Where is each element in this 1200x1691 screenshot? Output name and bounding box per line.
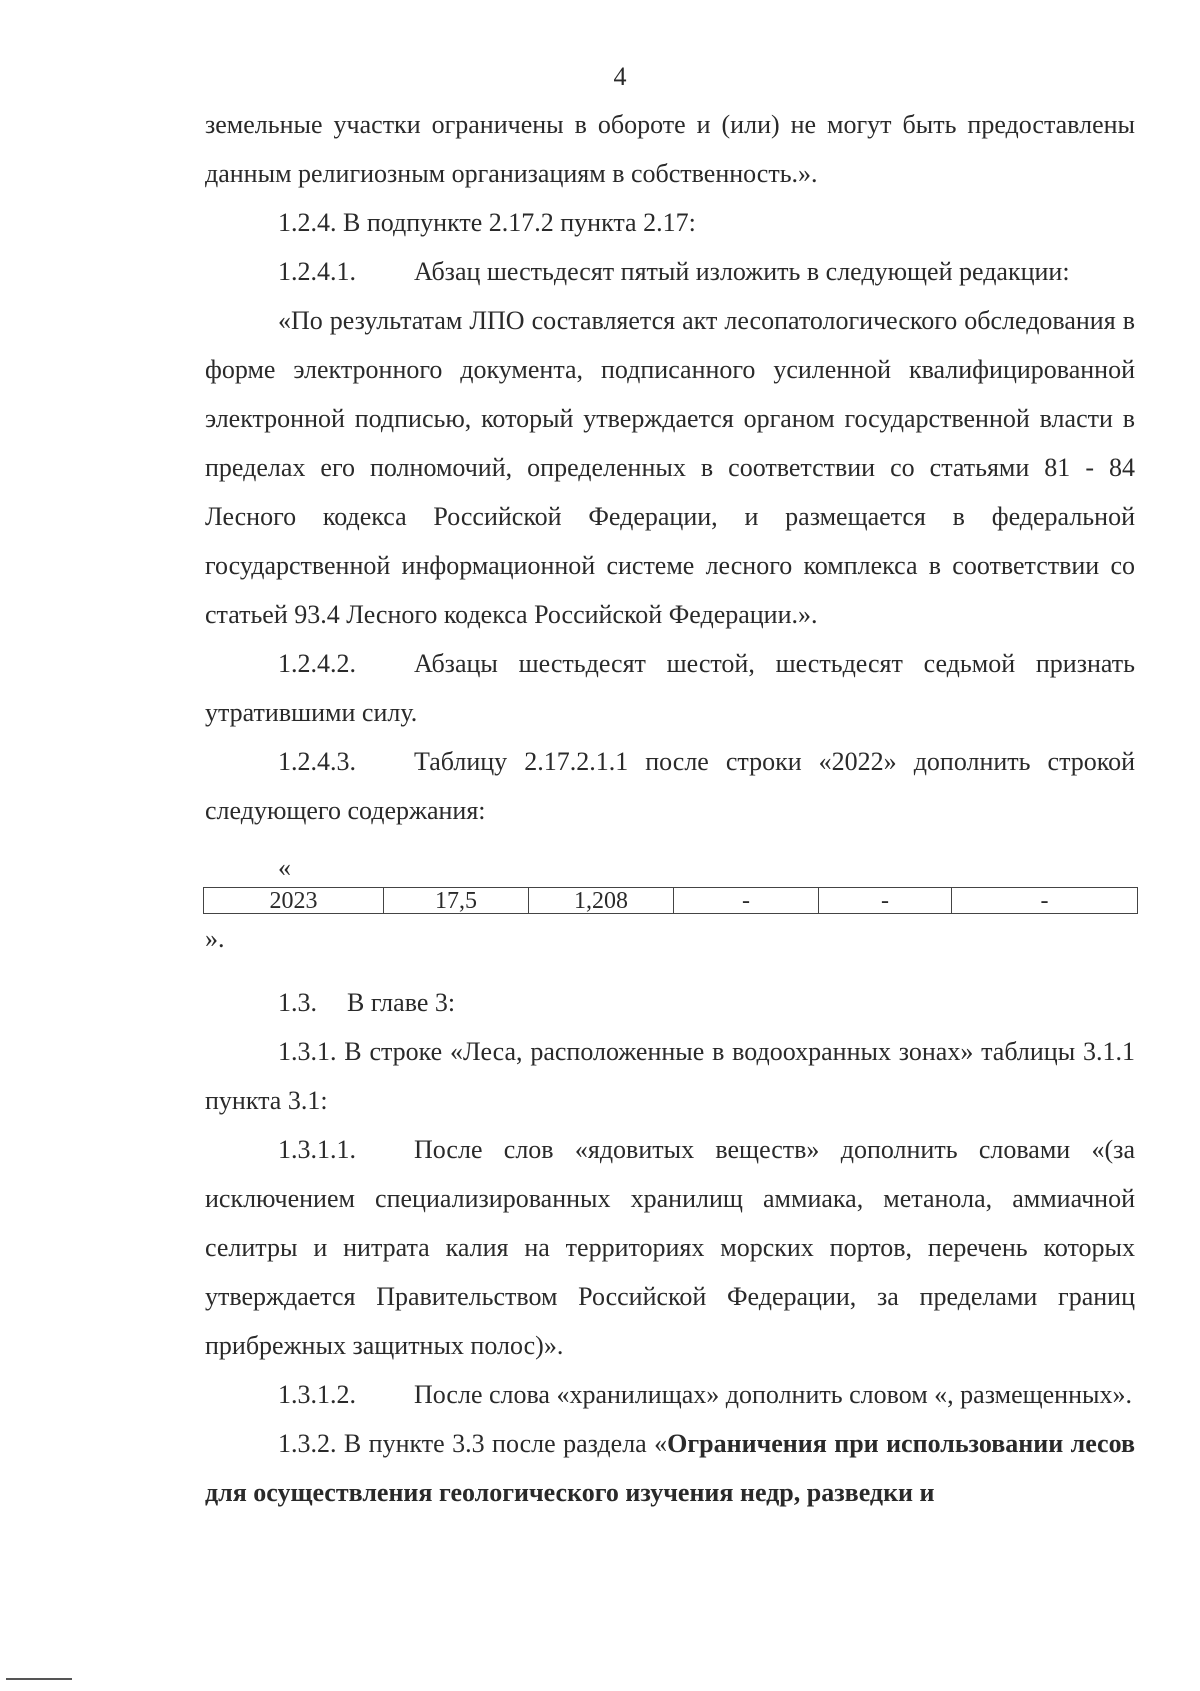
document-body bbox=[205, 100, 1135, 1517]
table-open-quote: « bbox=[278, 853, 291, 882]
paragraph-continuation: земельные участки ограничены в обороте и (или) не могут быть предоставлены данным религиозным организациям в собственность.». bbox=[205, 110, 1135, 188]
table-cell-year: 2023 bbox=[204, 888, 384, 914]
paragraph-1-3-1: 1.3.1. В строке «Леса, расположенные в водоохранных зонах» таблицы 3.1.1 пункта 3.1: bbox=[205, 1037, 1135, 1115]
paragraph-1-2-4: 1.2.4. В подпункте 2.17.2 пункта 2.17: bbox=[278, 208, 696, 237]
clause-number: 1.2.4.3. bbox=[278, 747, 356, 776]
page-number: 4 bbox=[613, 62, 627, 91]
table-close-quote: ». bbox=[205, 924, 225, 953]
section-title-bold: Ограничения при использовании лесов для осуществления геологического изучения недр, разведки и bbox=[205, 1429, 1135, 1507]
clause-text: В главе 3: bbox=[347, 988, 456, 1017]
table-row bbox=[204, 888, 1138, 914]
table-cell: 1,208 bbox=[529, 888, 674, 914]
paragraph-1-3-1-1 bbox=[205, 1125, 1135, 1370]
clause-text: Абзац шестьдесят пятый изложить в следующей редакции: bbox=[414, 257, 1070, 286]
table-cell: - bbox=[819, 888, 952, 914]
amendment-table bbox=[203, 887, 1138, 914]
quoted-paragraph-lpo: «По результатам ЛПО составляется акт лесопатологического обследования в форме электронного документа, подписанного усиленной квалифицированной электронной подписью, который утверждается органом государственной власти в пределах его полномочий, определенных в соответствии со статьями 81 - 84 Лесного кодекса Российской Федерации, и размещается в федеральной государственной информационной системе лесного комплекса в соответствии со статьей 93.4 Лесного кодекса Российской Федерации.». bbox=[205, 306, 1135, 629]
clause-number: 1.3. bbox=[278, 988, 317, 1017]
clause-number: 1.3.1.1. bbox=[278, 1135, 356, 1164]
clause-text: 1.3.2. В пункте 3.3 после раздела « bbox=[278, 1429, 668, 1458]
clause-text: После слов «ядовитых веществ» дополнить словами «(за исключением специализированных хранилищ аммиака, метанола, аммиачной селитры и нитрата калия на территориях морских портов, перечень которых утверждается Правительством Российской Федерации, за пределами границ прибрежных защитных полос)». bbox=[205, 1135, 1135, 1360]
clause-number: 1.3.1.2. bbox=[278, 1380, 356, 1409]
paragraph-1-2-4-2 bbox=[205, 639, 1135, 737]
clause-text: Таблицу 2.17.2.1.1 после строки «2022» дополнить строкой следующего содержания: bbox=[205, 747, 1135, 825]
clause-text: Абзацы шестьдесят шестой, шестьдесят седьмой признать утратившими силу. bbox=[205, 649, 1135, 727]
clause-number: 1.2.4.1. bbox=[278, 257, 356, 286]
table-cell: - bbox=[674, 888, 819, 914]
paragraph-1-3-1-2 bbox=[205, 1370, 1135, 1419]
clause-text: После слова «хранилищах» дополнить словом «, размещенных». bbox=[414, 1380, 1132, 1409]
paragraph-1-3-2 bbox=[205, 1419, 1135, 1517]
paragraph-1-2-4-1 bbox=[205, 247, 1135, 296]
paragraph-1-3 bbox=[205, 978, 1135, 1027]
table-cell: - bbox=[952, 888, 1138, 914]
paragraph-1-2-4-3 bbox=[205, 737, 1135, 835]
page-edge-mark bbox=[6, 1678, 72, 1680]
clause-number: 1.2.4.2. bbox=[278, 649, 356, 678]
table-cell: 17,5 bbox=[384, 888, 529, 914]
